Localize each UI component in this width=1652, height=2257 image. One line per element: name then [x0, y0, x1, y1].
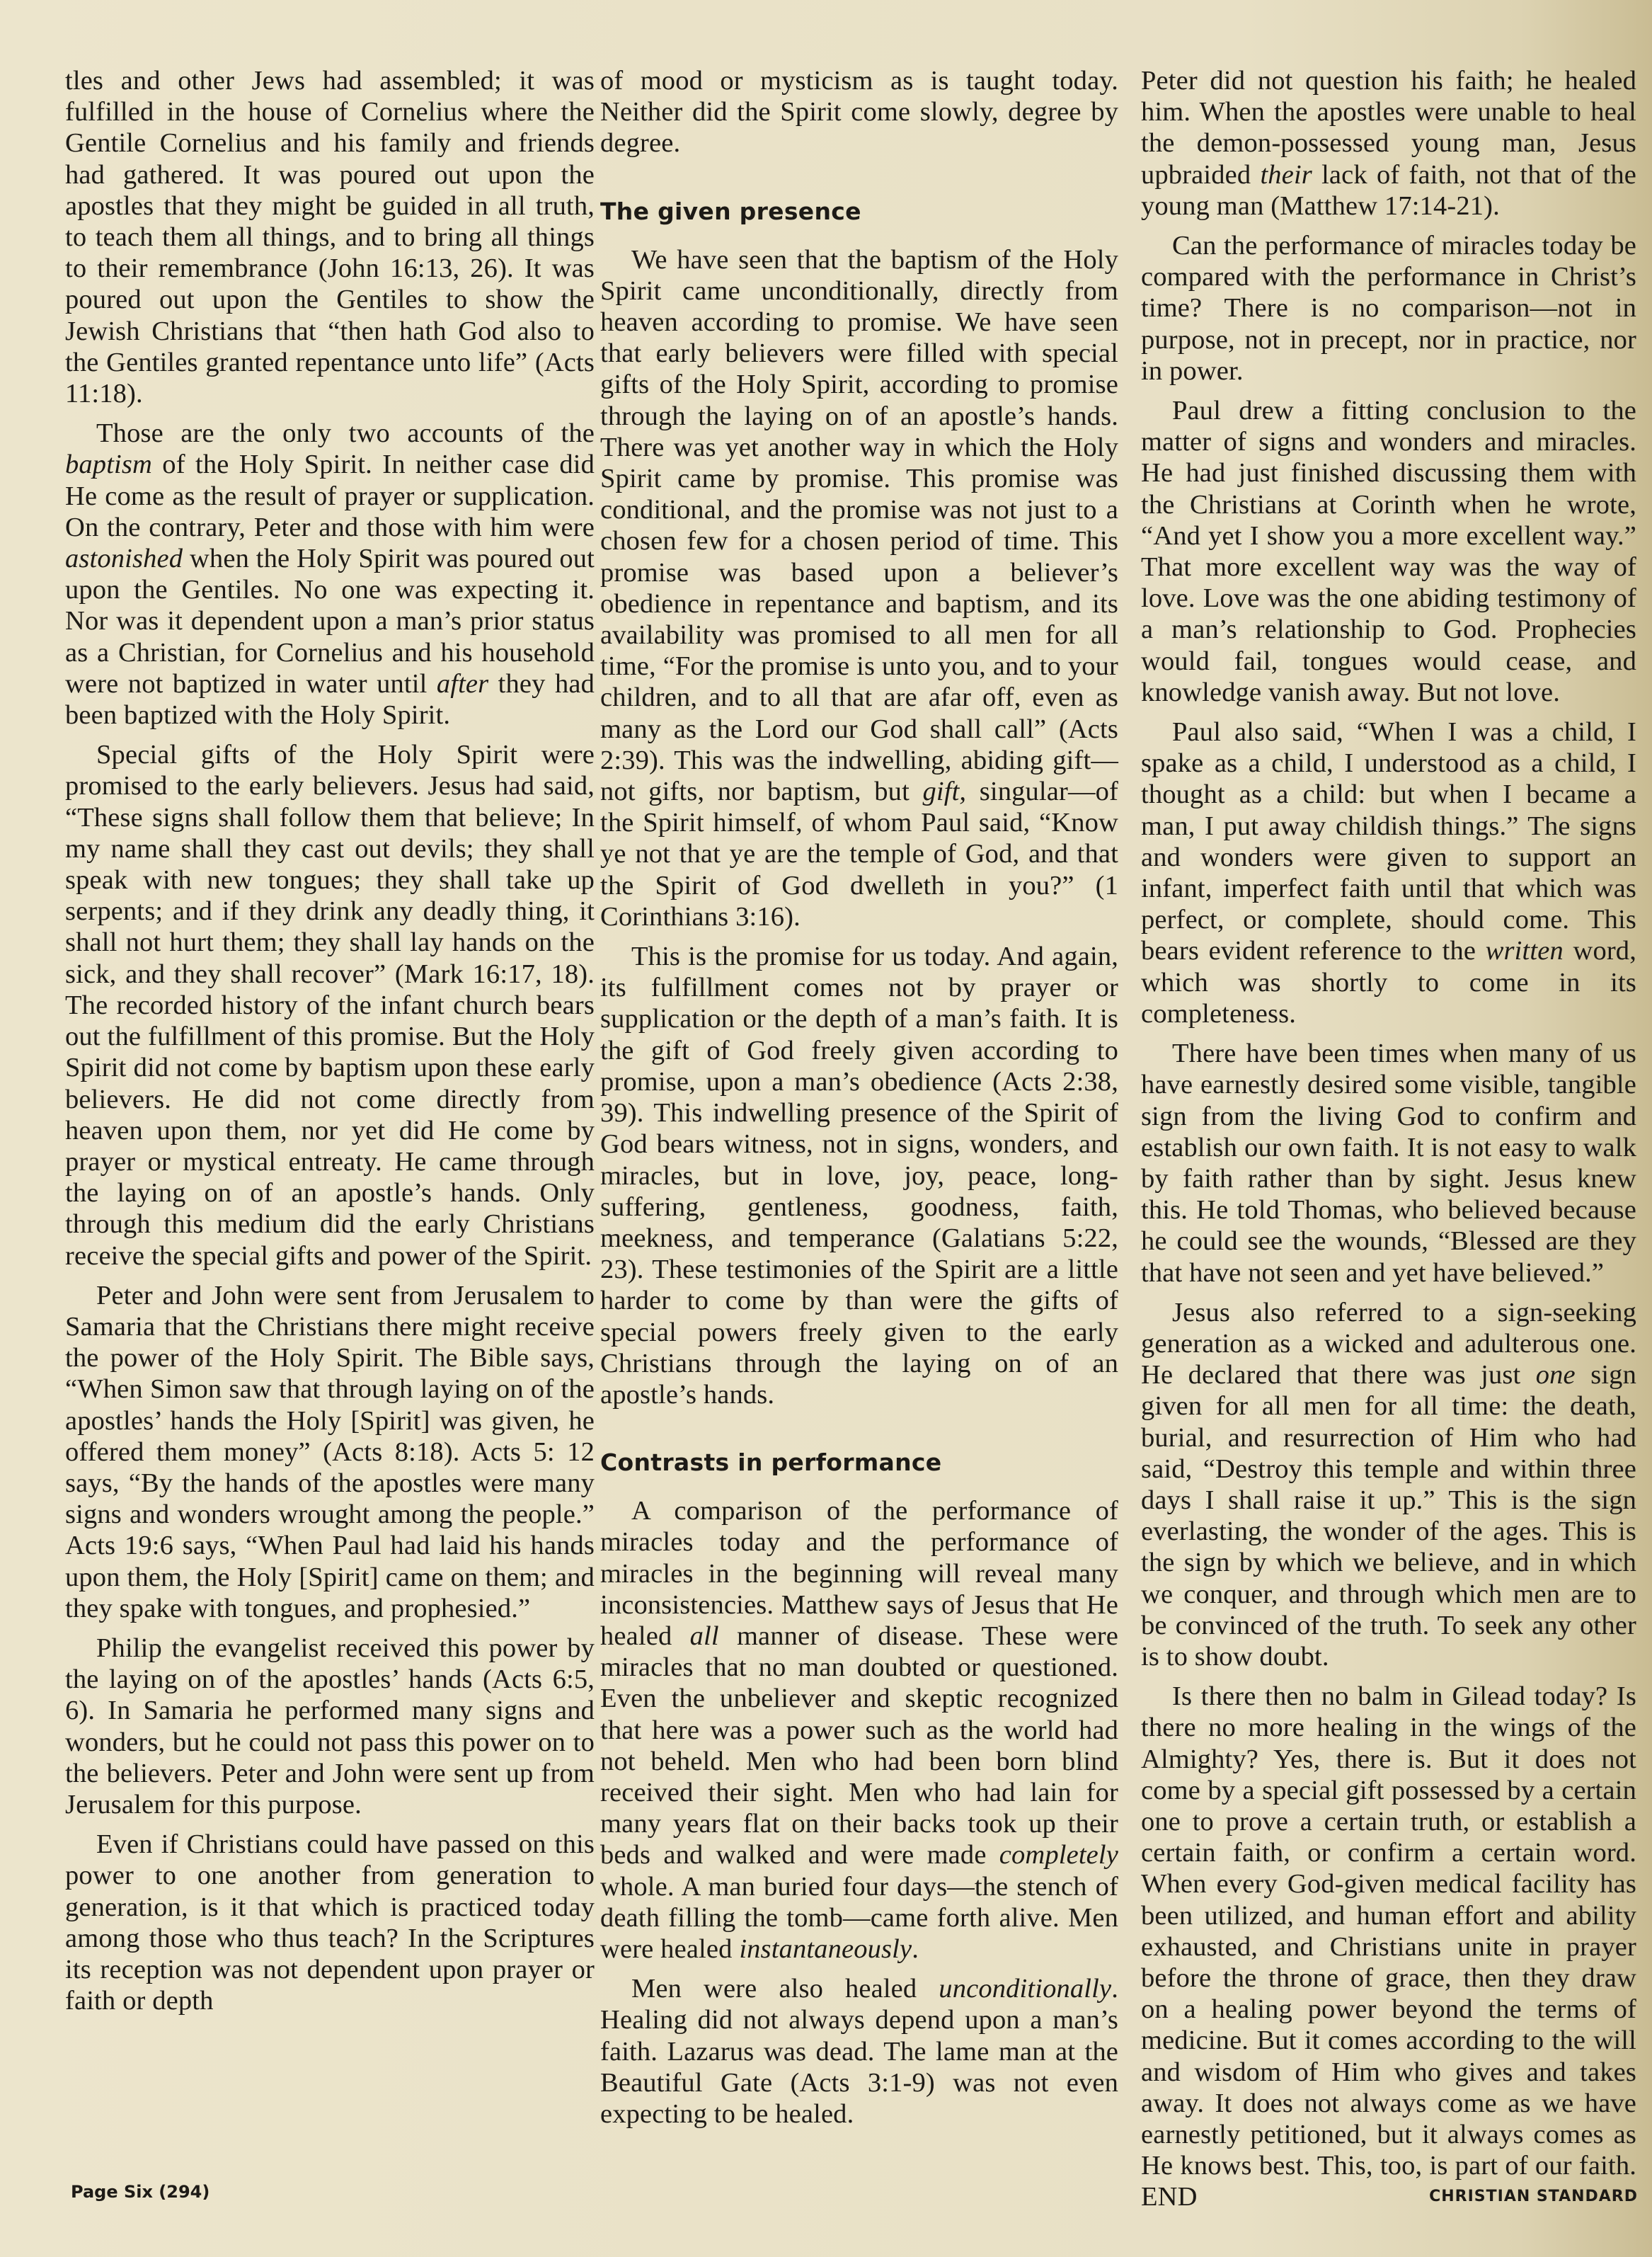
- article-paragraph: Philip the evangelist received this power by the laying on of the apostles’ hands (Acts 6:5, 6). In Samaria he performed many signs and wonders, but he could not pass this power on to the believers. Peter and John were sent up from Jerusalem for this purpose.: [65, 1633, 595, 1819]
- article-paragraph: Even if Christians could have passed on this power to one another from generation to generation, is it that which is practiced today among those who thus teach? In the Scriptures its reception was not dependent upon prayer or faith or depth: [65, 1829, 595, 2016]
- article-paragraph: Peter and John were sent from Jerusalem to Samaria that the Christians there might receive the power of the Holy Spirit. The Bible says, “When Simon saw that through laying on of the apostles’ hands the Holy [Spirit] was given, he offered them money” (Acts 8:18). Acts 5: 12 says, “By the hands of the apostles were many signs and wonders wrought among the people.” Acts 19:6 says, “When Paul had laid his hands upon them, the Holy [Spirit] came on them; and they spake with tongues, and prophesied.”: [65, 1280, 595, 1623]
- article-paragraph: Men were also healed unconditionally. Healing did not always depend upon a man’s faith. Lazarus was dead. The lame man at the Beautiful Gate (Acts 3:1-9) was not even expecting to be healed.: [600, 1974, 1118, 2129]
- section-heading: The given presence: [600, 197, 861, 225]
- article-paragraph: Jesus also referred to a sign-seeking generation as a wicked and adulterous one. He declared that there was just one sign given for all men for all time: the death, burial, and resurrection of Him who had said, “Destroy this temple and within three days I shall raise it up.” This is the sign everlasting, the wonder of the ages. This is the sign by which we believe, and in which we conquer, and through which men are to be convinced of the truth. To seek any other is to show doubt.: [1141, 1297, 1636, 1672]
- article-paragraph: Paul also said, “When I was a child, I spake as a child, I understood as a child, I thought as a child: but when I became a man, I put away childish things.” The signs and wonders were given to support an infant, imperfect faith until that which was perfect, or complete, should come. This bears evident reference to the written word, which was shortly to come in its completeness.: [1141, 717, 1636, 1029]
- article-paragraph: Peter did not question his faith; he healed him. When the apostles were unable to heal the demon-possessed young man, Jesus upbraided their lack of faith, not that of the young man (Matthew 17:14-21).: [1141, 66, 1636, 221]
- column-1: [65, 65, 595, 2016]
- article-paragraph: Is there then no balm in Gilead today? Is there no more healing in the wings of the Almighty? Yes, there is. But it does not come by a special gift possessed by a certain one to prove a certain truth, or establish a certain faith, or confirm a certain word. When every God-given medical facility has been utilized, and human effort and ability exhausted, and Christians unite in prayer before the throne of grace, then they draw on a healing power beyond the terms of medicine. But it comes according to the will and wisdom of Him who gives and takes away. It does not always come as we have earnestly petitioned, but it always comes as He knows best. This, too, is part of our faith. END: [1141, 1681, 1636, 2212]
- article-paragraph: There have been times when many of us have earnestly desired some visible, tangible sign from the living God to confirm and establish our own faith. It is not easy to walk by faith rather than by sight. Jesus knew this. He told Thomas, who believed because he could see the wounds, “Blessed are they that have not seen and yet have believed.”: [1141, 1039, 1636, 1288]
- column-2: [600, 65, 1118, 2130]
- article-paragraph: Special gifts of the Holy Spirit were promised to the early believers. Jesus had said, “These signs shall follow them that believe; In my name shall they cast out devils; they shall speak with new tongues; they shall take up serpents; and if they drink any deadly thing, it shall not hurt them; they shall lay hands on the sick, and they shall recover” (Mark 16:17, 18). The recorded history of the infant church bears out the fulfillment of this promise. But the Holy Spirit did not come by baptism upon these early believers. He did not come directly from heaven upon them, nor yet did He come by prayer or mystical entreaty. He came through the laying on of an apostle’s hands. Only through this medium did the early Christians receive the special gifts and power of the Spirit.: [65, 740, 595, 1271]
- article-paragraph: A comparison of the performance of miracles today and the performance of miracles in the beginning will reveal many inconsistencies. Matthew says of Jesus that He healed all manner of disease. These were miracles that no man doubted or questioned. Even the unbeliever and skeptic recognized that here was a power such as the world had not beheld. Men who had been born blind received their sight. Men who had lain for many years flat on their backs took up their beds and walked and were made completely whole. A man buried four days—the stench of death filling the tomb—came forth alive. Men were healed instantaneously.: [600, 1496, 1118, 1964]
- column-3: [1141, 65, 1636, 2213]
- article-paragraph: of mood or mysticism as is taught today. Neither did the Spirit come slowly, degree by degree.: [600, 66, 1118, 159]
- section-heading: Contrasts in performance: [600, 1449, 942, 1477]
- article-paragraph: This is the promise for us today. And again, its fulfillment comes not by prayer or supplication or the depth of a man’s faith. It is the gift of God freely given according to promise, upon a man’s obedience (Acts 2:38, 39). This indwelling presence of the Spirit of God bears witness, not in signs, wonders, and miracles, but in love, joy, peace, long-suffering, gentleness, goodness, faith, meekness, and temperance (Galatians 5:22, 23). These testimonies of the Spirit are a little harder to come by than were the gifts of special powers freely given to the early Christians through the laying on of an apostle’s hands.: [600, 942, 1118, 1410]
- article-paragraph: We have seen that the baptism of the Holy Spirit came unconditionally, directly from heaven according to promise. We have seen that early believers were filled with special gifts of the Holy Spirit, according to promise through the laying on of an apostle’s hands. There was yet another way in which the Holy Spirit came by promise. This promise was conditional, and the promise was not just to a chosen few for a chosen period of time. This promise was based upon a believer’s obedience in repentance and baptism, and its availability was promised to all men for all time, “For the promise is unto you, and to your children, and to all that are afar off, even as many as the Lord our God shall call” (Acts 2:39). This was the indwelling, abiding gift—not gifts, nor baptism, but gift, singular—of the Spirit himself, of whom Paul said, “Know ye not that ye are the temple of God, and that the Spirit of God dwelleth in you?” (1 Corinthians 3:16).: [600, 244, 1118, 932]
- publication-name: CHRISTIAN STANDARD: [1429, 2188, 1638, 2205]
- article-paragraph: Those are the only two accounts of the baptism of the Holy Spirit. In neither case did He come as the result of prayer or supplication. On the contrary, Peter and those with him were astonished when the Holy Spirit was poured out upon the Gentiles. No one was expecting it. Nor was it dependent upon a man’s prior status as a Christian, for Cornelius and his household were not baptized in water until after they had been baptized with the Holy Spirit.: [65, 418, 595, 731]
- article-paragraph: tles and other Jews had assembled; it was fulfilled in the house of Cornelius where the Gentile Cornelius and his family and friends had gathered. It was poured out upon the apostles that they might be guided in all truth, to teach them all things, and to bring all things to their remembrance (John 16:13, 26). It was poured out upon the Gentiles to show the Jewish Christians that “then hath God also to the Gentiles granted repentance unto life” (Acts 11:18).: [65, 66, 595, 409]
- article-paragraph: Can the performance of miracles today be compared with the performance in Christ’s time? There is no comparison—not in purpose, not in precept, nor in practice, nor in power.: [1141, 231, 1636, 386]
- article-paragraph: Paul drew a fitting conclusion to the matter of signs and wonders and miracles. He had just finished discussing them with the Christians at Corinth when he wrote, “And yet I show you a more excellent way.” That more excellent way was the way of love. Love was the one abiding testimony of a man’s relationship to God. Prophecies would fail, tongues would cease, and knowledge vanish away. But not love.: [1141, 396, 1636, 707]
- page-number: Page Six (294): [71, 2182, 210, 2202]
